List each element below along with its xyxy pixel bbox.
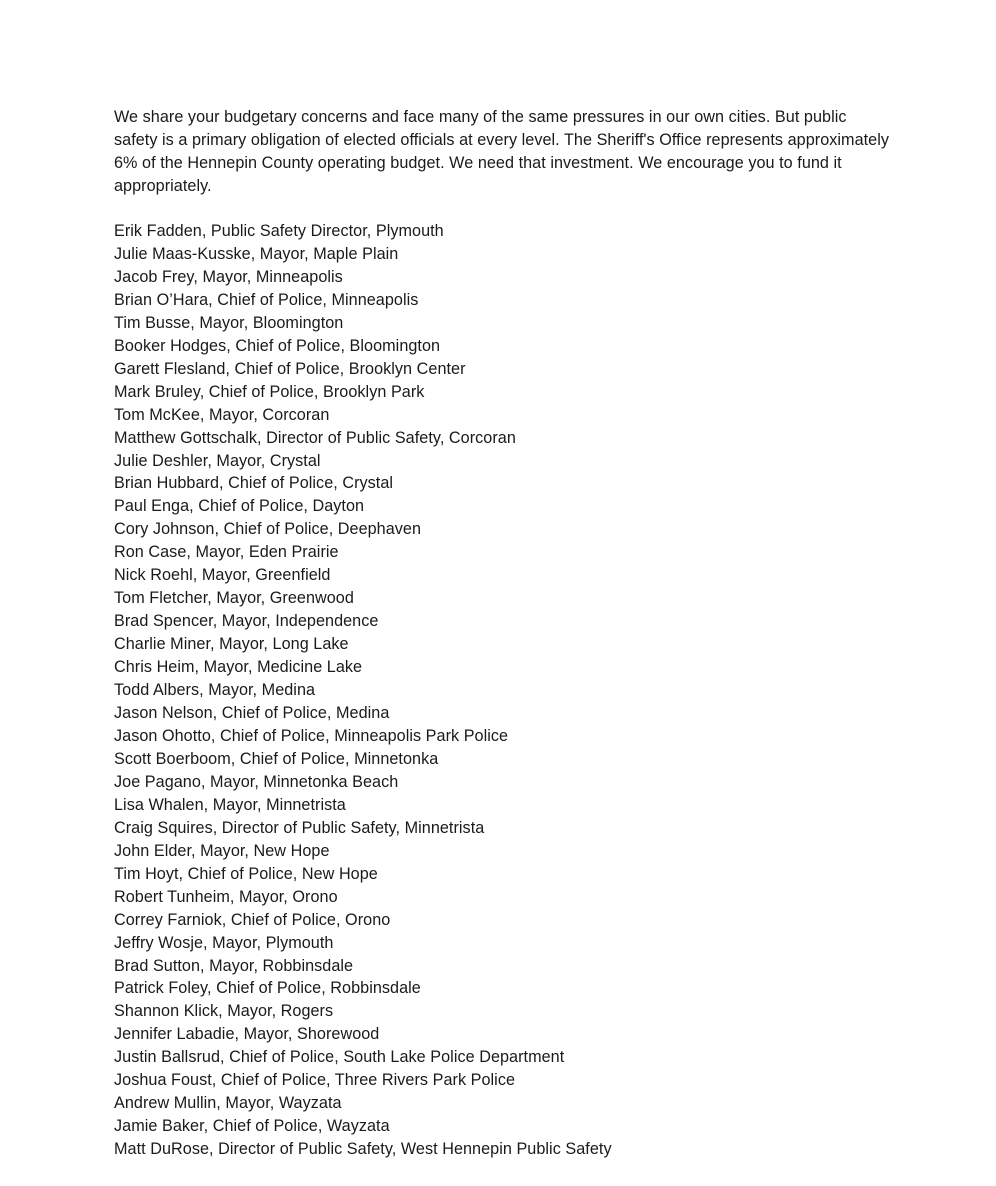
- signatory-item: Erik Fadden, Public Safety Director, Plymouth: [114, 222, 444, 240]
- signatory-item: Joshua Foust, Chief of Police, Three Rivers Park Police: [114, 1071, 516, 1090]
- signatory-item: Andrew Mullin, Mayor, Wayzata: [114, 1094, 342, 1113]
- signatory-item: Brian O’Hara, Chief of Police, Minneapolis: [114, 290, 419, 309]
- signatory-item: Nick Roehl, Mayor, Greenfield: [114, 566, 331, 585]
- signatory-item: Mark Bruley, Chief of Police, Brooklyn Park: [114, 382, 425, 401]
- signatory-item: Correy Farniok, Chief of Police, Orono: [114, 910, 391, 929]
- signatory-item: Tom McKee, Mayor, Corcoran: [114, 405, 330, 424]
- letter-paragraph: We share your budgetary concerns and face many of the same pressures in our own cities. But public safety is a primary obligation of elected officials at every level. The Sheriff's Office represents approximately 6% of the Hennepin County operating budget. We need that investment. We encourage you to fund it appropriately.: [114, 108, 890, 195]
- signatory-item: Tim Busse, Mayor, Bloomington: [114, 313, 344, 332]
- signatory-list: [114, 220, 894, 1161]
- signatory-item: Todd Albers, Mayor, Medina: [114, 681, 316, 700]
- signatory-item: Brad Sutton, Mayor, Robbinsdale: [114, 956, 354, 975]
- signatory-item: Charlie Miner, Mayor, Long Lake: [114, 635, 349, 654]
- signatory-item: Patrick Foley, Chief of Police, Robbinsdale: [114, 979, 421, 998]
- signatory-item: Brian Hubbard, Chief of Police, Crystal: [114, 474, 394, 493]
- signatory-item: Matthew Gottschalk, Director of Public Safety, Corcoran: [114, 428, 516, 447]
- signatory-item: Tim Hoyt, Chief of Police, New Hope: [114, 864, 378, 883]
- signatory-item: Tom Fletcher, Mayor, Greenwood: [114, 589, 354, 608]
- signatory-item: Jason Ohotto, Chief of Police, Minneapolis Park Police: [114, 726, 509, 745]
- signatory-item: Jacob Frey, Mayor, Minneapolis: [114, 267, 343, 286]
- signatory-item: Cory Johnson, Chief of Police, Deephaven: [114, 520, 422, 539]
- signatory-item: Chris Heim, Mayor, Medicine Lake: [114, 658, 363, 677]
- signatory-item: Ron Case, Mayor, Eden Prairie: [114, 543, 339, 562]
- signatory-item: Shannon Klick, Mayor, Rogers: [114, 1002, 334, 1021]
- signatory-item: Matt DuRose, Director of Public Safety, West Hennepin Public Safety: [114, 1140, 612, 1159]
- signatory-item: Brad Spencer, Mayor, Independence: [114, 612, 379, 631]
- signatory-item: Jamie Baker, Chief of Police, Wayzata: [114, 1117, 390, 1136]
- signatory-item: Julie Maas-Kusske, Mayor, Maple Plain: [114, 244, 399, 263]
- signatory-item: John Elder, Mayor, New Hope: [114, 841, 330, 860]
- signatory-item: Jennifer Labadie, Mayor, Shorewood: [114, 1025, 380, 1044]
- signatory-item: Booker Hodges, Chief of Police, Bloomington: [114, 336, 441, 355]
- signatory-item: Jason Nelson, Chief of Police, Medina: [114, 704, 390, 723]
- signatory-item: Craig Squires, Director of Public Safety, Minnetrista: [114, 818, 485, 837]
- signatory-item: Justin Ballsrud, Chief of Police, South Lake Police Department: [114, 1048, 565, 1067]
- signatory-item: Garett Flesland, Chief of Police, Brooklyn Center: [114, 359, 466, 378]
- signatory-item: Joe Pagano, Mayor, Minnetonka Beach: [114, 772, 399, 791]
- signatory-item: Paul Enga, Chief of Police, Dayton: [114, 497, 365, 516]
- letter-body: [114, 106, 894, 1161]
- signatory-item: Lisa Whalen, Mayor, Minnetrista: [114, 795, 346, 814]
- signatory-item: Jeffry Wosje, Mayor, Plymouth: [114, 933, 334, 952]
- signatory-item: Robert Tunheim, Mayor, Orono: [114, 887, 338, 906]
- signatory-item: Scott Boerboom, Chief of Police, Minnetonka: [114, 749, 439, 768]
- signatory-item: Julie Deshler, Mayor, Crystal: [114, 451, 321, 470]
